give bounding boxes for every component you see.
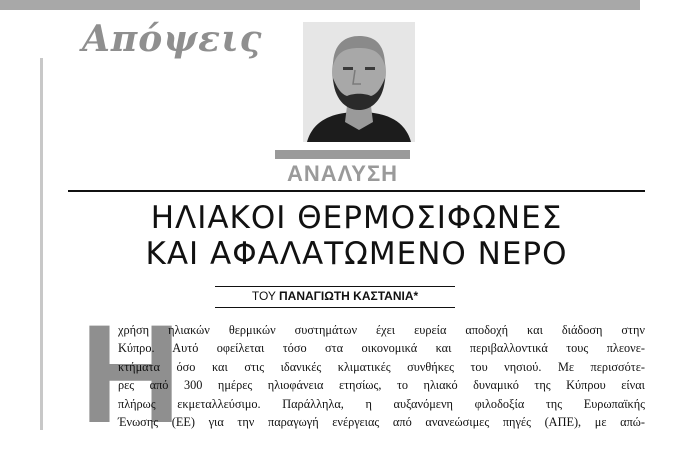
body-line: Κύπρο. Αυτό οφείλεται τόσο στα οικονομικά και περιβαλλοντικά τους πλεονε- [118, 341, 645, 356]
section-title: Απόψεις [82, 18, 263, 60]
headline-line-1: ΗΛΙΑΚΟΙ ΘΕΡΜΟΣΙΦΩΝΕΣ [150, 200, 563, 236]
headline-rule [68, 190, 645, 192]
body-line: Ένωσης (ΕΕ) για την παραγωγή ενέργειας από ανανεώσιμες πηγές (ΑΠΕ), με απώ- [118, 415, 645, 430]
article-headline [68, 200, 645, 272]
body-line: χρήση ηλιακών θερμικών συστημάτων έχει ευρεία αποδοχή και διάδοση στην [118, 323, 645, 337]
top-divider-bar [0, 0, 640, 10]
byline-prefix: ΤΟΥ [251, 289, 280, 303]
body-line: ρες από 300 ημέρες ηλιοφάνεια ετησίως, το ηλιακό δυναμικό της Κύπρου είναι [118, 378, 645, 393]
drop-cap: Η [80, 295, 182, 452]
byline [215, 286, 455, 308]
author-photo [303, 22, 415, 142]
kicker-bar [275, 150, 410, 159]
byline-author: ΠΑΝΑΓΙΩΤΗ ΚΑΣΤΑΝΙΑ* [279, 289, 419, 303]
left-column-rule [40, 58, 43, 430]
body-line: πλήρως εκμεταλλεύσιμο. Παράλληλα, η αυξανόμενη φιλοδοξία της Ευρωπαϊκής [118, 396, 645, 411]
author-portrait [303, 22, 415, 142]
body-line: κτήματα όσο και στις ιδανικές κλιματικές συνθήκες του νησιού. Με περισσότε- [118, 359, 645, 374]
section-kicker: ΑΝΑΛΥΣΗ [286, 161, 399, 186]
headline-line-2: ΚΑΙ ΑΦΑΛΑΤΩΜΕΝΟ ΝΕΡΟ [145, 236, 568, 272]
article-body [118, 321, 645, 431]
